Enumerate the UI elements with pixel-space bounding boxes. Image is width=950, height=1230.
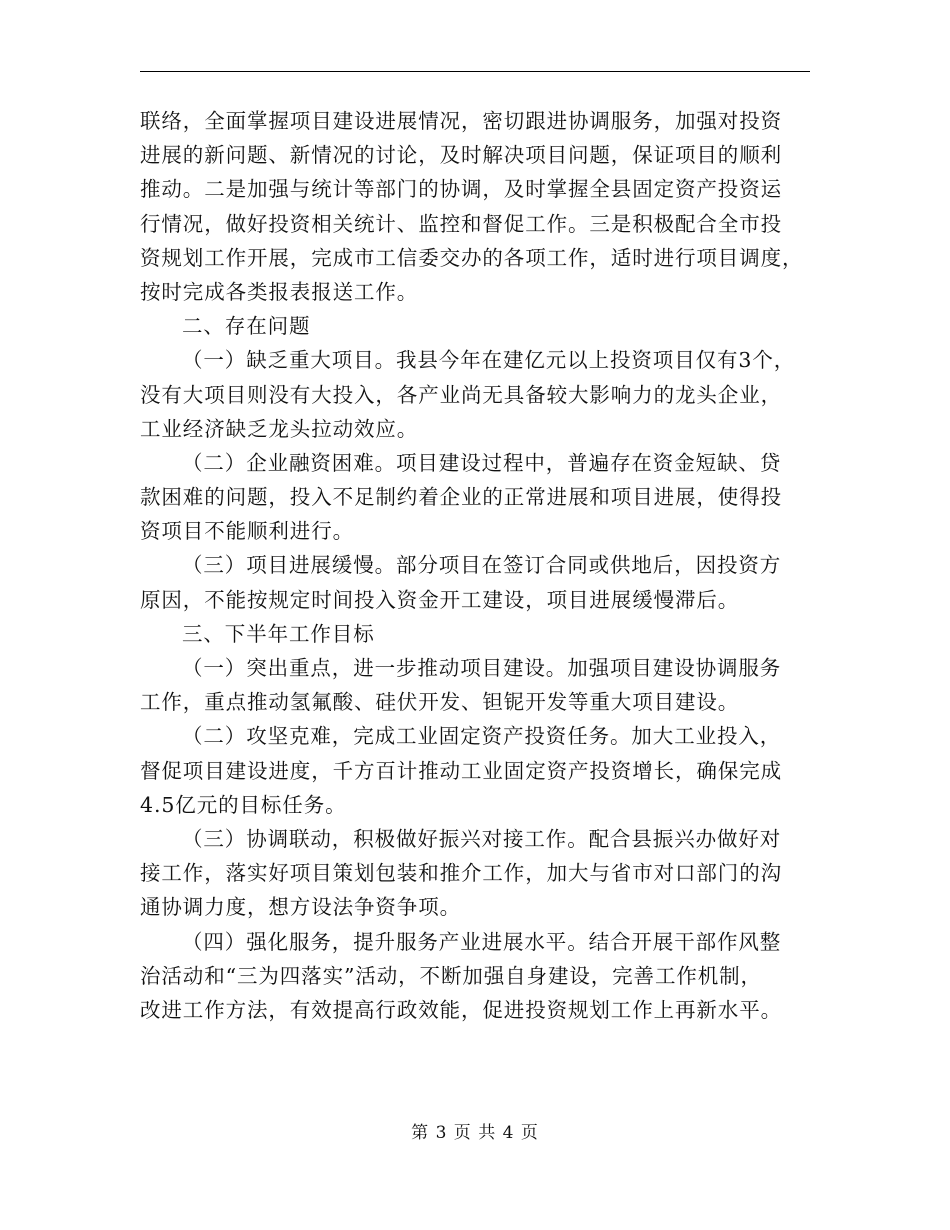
text-line: 工业经济缺乏龙头拉动效应。 xyxy=(140,416,419,441)
text-line: 4.5亿元的目标任务。 xyxy=(140,792,347,817)
text-line: 资项目不能顺利进行。 xyxy=(140,519,354,544)
text-line: （三）项目进展缓慢。部分项目在签订合同或供地后，因投资方 xyxy=(182,553,782,578)
page-footer: 第 3 页 共 4 页 xyxy=(411,1123,539,1143)
text-line: 三、下半年工作目标 xyxy=(182,621,375,646)
text-line: 工作，重点推动氢氟酸、硅伏开发、钽铌开发等重大项目建设。 xyxy=(140,690,740,715)
text-line: （三）协调联动，积极做好振兴对接工作。配合县振兴办做好对 xyxy=(182,826,782,851)
text-line: 联络，全面掌握项目建设进展情况，密切跟进协调服务，加强对投资 xyxy=(140,109,782,133)
text-line: 按时完成各类报表报送工作。 xyxy=(140,279,419,304)
text-line: （二）企业融资困难。项目建设过程中，普遍存在资金短缺、贷 xyxy=(182,450,782,475)
document-body xyxy=(140,104,812,1027)
text-line: （一）缺乏重大项目。我县今年在建亿元以上投资项目仅有3个， xyxy=(182,348,796,373)
text-line: 资规划工作开展，完成市工信委交办的各项工作，适时进行项目调度， xyxy=(140,245,804,270)
text-line: 款困难的问题，投入不足制约着企业的正常进展和项目进展，使得投 xyxy=(140,485,782,510)
text-line: 原因，不能按规定时间投入资金开工建设，项目进展缓慢滞后。 xyxy=(140,587,740,612)
text-line: 通协调力度，想方设法争资争项。 xyxy=(140,895,461,920)
text-line: 二、存在问题 xyxy=(182,314,311,339)
text-line: 治活动和“三为四落实”活动，不断加强自身建设，完善工作机制， xyxy=(140,963,762,988)
text-line: 督促项目建设进度，千方百计推动工业固定资产投资增长，确保完成 xyxy=(140,758,782,783)
text-line: 接工作，落实好项目策划包装和推介工作，加大与省市对口部门的沟 xyxy=(140,861,782,886)
text-line: 改进工作方法，有效提高行政效能，促进投资规划工作上再新水平。 xyxy=(140,997,782,1022)
text-line: 没有大项目则没有大投入，各产业尚无具备较大影响力的龙头企业， xyxy=(140,382,782,407)
text-line: 进展的新问题、新情况的讨论，及时解决项目问题，保证项目的顺利 xyxy=(140,143,782,168)
header-rule xyxy=(140,71,810,72)
text-line: （一）突出重点，进一步推动项目建设。加强项目建设协调服务 xyxy=(182,656,782,680)
text-line: 推动。二是加强与统计等部门的协调，及时掌握全县固定资产投资运 xyxy=(140,177,782,202)
text-line: （四）强化服务，提升服务产业进展水平。结合开展干部作风整 xyxy=(182,929,782,954)
text-line: （二）攻坚克难，完成工业固定资产投资任务。加大工业投入， xyxy=(182,724,782,749)
text-line: 行情况，做好投资相关统计、监控和督促工作。三是积极配合全市投 xyxy=(140,211,782,236)
